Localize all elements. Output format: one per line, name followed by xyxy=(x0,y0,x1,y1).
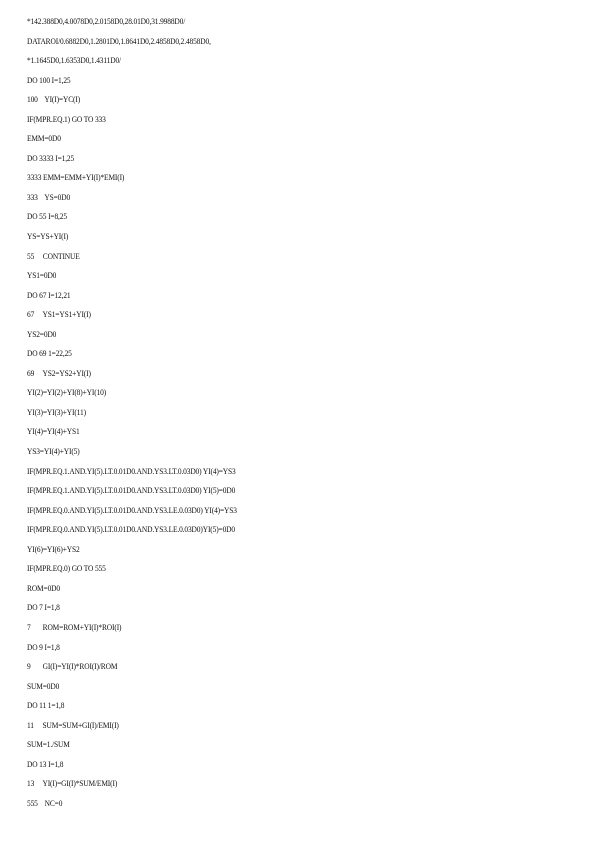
code-line: DO 7 I=1,8 xyxy=(27,603,60,613)
code-line: IF(MPR.EQ.0.AND.YI(5).LT.0.01D0.AND.YS3.LE.0.03D0)YI(5)=0D0 xyxy=(27,525,236,535)
code-line: 11 SUM=SUM+GI(I)/EMI(I) xyxy=(27,720,119,730)
code-line: 67 YS1=YS1+YI(I) xyxy=(27,310,91,320)
code-line: YI(3)=YI(3)+YI(11) xyxy=(27,407,86,417)
code-line: 100 YI(I)=YC(I) xyxy=(27,95,81,105)
code-line: DO 11 1=1,8 xyxy=(27,701,65,711)
code-line: *1.1645D0,1.6353D0,1.4311D0/ xyxy=(27,56,121,66)
code-line: IF(MPR.EQ.0.AND.YI(5).LT.0.01D0.AND.YS3.LE.0.03D0) YI(4)=YS3 xyxy=(27,505,237,515)
code-line: DO 3333 I=1,25 xyxy=(27,153,75,163)
code-line: YS1=0D0 xyxy=(27,271,57,281)
code-line: YS2=0D0 xyxy=(27,329,57,339)
code-line: DO 67 I=12,21 xyxy=(27,290,71,300)
code-line: DO 100 I=1,25 xyxy=(27,75,71,85)
source-code-listing xyxy=(27,16,567,817)
code-line: 333 YS=0D0 xyxy=(27,192,71,202)
code-line: YS=YS+YI(I) xyxy=(27,232,69,242)
code-line: DO 55 I=8,25 xyxy=(27,212,67,222)
code-line: 555 NC=0 xyxy=(27,798,63,808)
code-line: IF(MPR.EQ.1.AND.YI(5).LT.0.01D0.AND.YS3.LT.0.03D0) YI(4)=YS3 xyxy=(27,466,236,476)
code-line: IF(MPR.EQ.0) GO TO 555 xyxy=(27,564,106,574)
code-line: DATAROI/0.6882D0,1.2801D0,1.8641D0,2.4858D0,2.4858D0, xyxy=(27,36,211,46)
code-line: 13 YI(I)=GI(I)*SUM/EMI(I) xyxy=(27,779,118,789)
code-line: *142.388D0,4.0078D0,2.0158D0,28.01D0,31.9988D0/ xyxy=(27,17,186,26)
code-line: SUM=1./SUM xyxy=(27,740,70,750)
code-line: 55 CONTINUE xyxy=(27,251,80,261)
code-line: DO 69 1=22,25 xyxy=(27,349,72,359)
code-line: DO 9 I=1,8 xyxy=(27,642,60,652)
code-line: ROM=0D0 xyxy=(27,583,60,593)
code-line: YS3=YI(4)+YI(5) xyxy=(27,447,80,457)
code-line: EMM=0D0 xyxy=(27,134,61,144)
code-line: IF(MPR.EQ.1.AND.YI(5).LT.0.01D0.AND.YS3.LT.0.03D0) YI(5)=0D0 xyxy=(27,486,236,496)
code-line: 3333 EMM=EMM+YI(I)*EMI(I) xyxy=(27,173,125,183)
code-line: YI(6)=YI(6)+YS2 xyxy=(27,544,80,554)
code-line: SUM=0D0 xyxy=(27,681,60,691)
code-line: YI(4)=YI(4)+YS1 xyxy=(27,427,80,437)
code-line: 69 YS2=YS2+YI(I) xyxy=(27,368,91,378)
code-line: 9 GI(I)=YI(I)*ROI(I)/ROM xyxy=(27,662,118,672)
code-line: IF(MPR.EQ.1) GO TO 333 xyxy=(27,114,106,124)
code-line: YI(2)=YI(2)+YI(8)+YI(10) xyxy=(27,388,107,398)
code-line: 7 ROM=ROM+YI(I)*ROI(I) xyxy=(27,622,122,632)
code-line: DO 13 I=1,8 xyxy=(27,759,64,769)
